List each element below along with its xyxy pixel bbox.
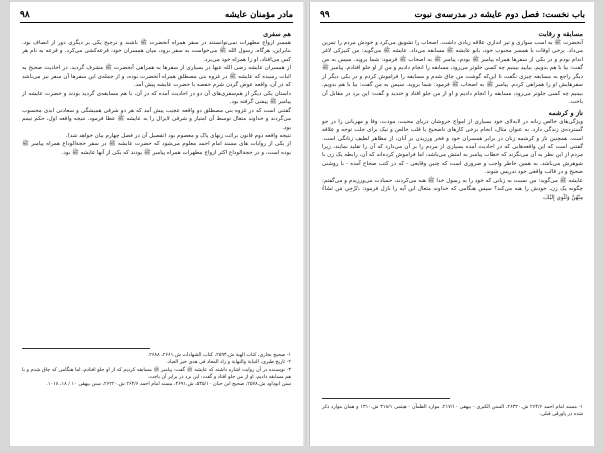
right-page-header [320,10,585,23]
left-footnote-2: ۲- تاریخ طبری، النبایة والنهایة و زاد المعاد فی هدی خیر العباد. [166,359,291,366]
left-footnote-1: ۱- صحیح بخاری، کتاب الهبة ش.۲۵۹۴، کتاب الشهادات ش.۲۶۶۱، ۲۶۸۸. [147,352,291,358]
right-section-2-paragraph-2: عایشه ﷺ می‌گوید: من نسبت به زنانی که خود را به رسول خدا ﷺ هبه می‌کردند، حسادت می‌ورزیدم و می‌گفتم: چگونه یک زن، خودش را هبه می‌کند؟ سپس هنگامی که خداوند متعال این آیه را نازل فرمود: ﴿تُرْجِي مَن تَشَاءُ مِنْهُنَّ وَتُئْوِي إِلَيْكَ﴾ [322,177,583,201]
left-paragraph-4: گفتنی است که در غزوه بنی مصطلق دو واقعه عجیب پیش آمد که هر دو شرقی همیشگی و سعادتی ابدی محسوب می‌گردند و خداوند متعال توسط آن امتیاز و شرقی لایزال را به عایشه ﷺ عطا فرمود. نتیجه واقعه اول، حکم تیمم بود. [22,107,291,131]
left-section-heading: هم سفری [263,30,291,38]
left-paragraph-1: همسر ازواج مطهرات نمی‌توانستند در سفر همراه آنحضرت ﷺ باشند و ترجیح یکی بر دیگری دور از انصاف بود. بنابراین، هرگاه، رسول الله ﷺ می‌خواست به سفر برود، میان همسران خود، قرعه‌کشی می‌کرد. و قرعه به نام هر کس می‌افتاد، او را همراه خود می‌برد. [22,40,291,63]
right-section-2-paragraph-1: ویژگی‌های خالص زنانه در لابه‌لای خود بسیاری از امواج خروشان دریای محبت، مودت، وفا و مهربانی را در جو گسترده‌ی زندگی دارد. به عنوان مثال، انجام برخی کارهای ناصحیح با قلب خالص و نیک برای جلب توجه و علاقه است. همچنین ناز و کرشمه زنان در برابر همسران خود و فخر ورزیدن بر آنان، از مظاهر لطیف زنانگی است. گفتنی است که این واقعه‌هایی که در احادیث آمده بسیاری از مردم را بر آن می‌دارد که آن را تقلید نمایند، زیرا مردم از این نظر به آن می‌نگرند که خطاب پیامبر به امتش می‌باشد، اما فراموش کرده‌اند که آن، رابطه یک زن با شوهرش می‌باشد. به همین خاطر واجب و ضروری است که چنین وقایعی - که در کتب صحاح آمده - با روشنی صحیح و در قالب واقعی خود تدریس شوند. [322,118,583,176]
left-page-number: ۹۸ [20,10,30,20]
left-paragraph-6: از یکی از روایات های مسند امام احمد معلوم می‌شود که حضرت عایشه ﷺ در سفر حجةالوداع همراه پیامبر ﷺ بوده است، و در حجةالوداع اکثر ازواج مطهرات همراه پیامبر ﷺ بودند که یکی از آنها عایشه ﷺ بود. [22,141,291,156]
left-paragraph-3: داستان یکی دیگر از هم‌سفری‌های آن دو در احادیث آمده که در آن، با هم مسابقه‌ی گردید بودند و حضرت عایشه از پیامبر ﷺ پیشی گرفته بود. [22,90,291,106]
left-footnote-4: سنن ابوداود ش.۲۵۷۸، صحیح ابن حبان ۵۴۵/۱۰، ش.۴۶۹۱، مسند امام احمد ۲۶۴/۶ ش.۲۶۲۲۰، سنن بیهقی ۱۰ / ۱۸، ۱۰۱۸. [46,381,291,388]
left-page-body [22,30,291,157]
left-running-title: مادر مؤمنان عایشه [224,10,293,20]
right-section-1-text: آنحضرت ﷺ به اسب سواری و تیر اندازی علاقه زیادی داشت. اصحاب را تشویق می‌کرد و خودش مردم را تمرین می‌داد. برخی اوقات با همسر محبوب خود، بانو عایشه ﷺ مسابقه می‌داد. عایشه ﷺ می‌گوید: من کنیزکی لاغر اندام بودم و در یکی از سفرها همراه پیامبر ﷺ بودم، پیامبر ﷺ به اصحاب ﷺ فرمود: شما بروید. سپس به من گفت: بیا با هم بدویم. بیایید ببینیم چه کسی جلوتر می‌رود، مسابقه را انجام دادیم و من از او جلو افتادم. پیامبر ﷺ دیگر راجع به مسابقه چیزی نگفت تا این‌که گوشت من چاق شدم و مسابقه را فراموش کردم و در یکی دیگر از سفرهایش او را همراهی کردم. پیامبر ﷺ به اصحاب ﷺ فرمود: شما بروید. سپس به من گفت: بیا با هم بدویم، ببینیم چه کسی جلوتر می‌رود، مسابقه را انجام دادیم و او از من جلو افتاد و خندید و گفت: این برد در مقابل آن باخت. [322,40,583,106]
right-footnote-1: ۱- مسند امام احمد ۲۶۴/۶ ش.۲۶۳۲۰، السنن الکبری - بیهقی ۲۱۷/۱۰، موارد الظمآن - هیثمی ۳۱۸/۱ ش.۱۳۱۰ و همان موارد ذکر شده در پاورقی قبلی. [322,404,583,418]
right-footnote-rule [322,398,450,399]
right-running-title: باب نخست: فصل دوم عایشه در مدرسه‌ی نبوت [414,10,585,20]
left-page-header [20,10,293,23]
left-page [10,2,303,446]
left-footnote-3: ۳- نویسنده در آن روایت اشاره داشته که عایشه ﷺ گفت: پیامبر ﷺ مسابقه کردیم که از او جلو افتادم، اما هنگامی که چاق شدم و با هم مسابقه دادیم، او از من جلو افتاد و گفت: این برد در برابر آن باخت. [22,366,291,380]
left-paragraph-2: از همسران عایشه رضی الله عنها در بسیاری از سفرها به همراهی آنحضرت ﷺ مشرف گردید. در احادیث صحیح به اثبات رسیده که عایشه ﷺ در غزوه بنی مصطلق همراه آنحضرت بوده، و از جمله‌ی این سفرها آن سفر نیز می‌باشد که در آن، واقعه عوض گردن شرم حفصه با حضرت عایشه پیش آمد. [22,65,291,89]
left-footnote-rule [22,348,150,349]
right-footnotes [322,404,583,419]
right-page [309,2,595,446]
left-footnotes [22,352,291,388]
right-section-heading-2: ناز و کرشمه [548,108,583,117]
right-section-heading-1: مسابقه و رقابت [538,30,583,38]
right-page-body [322,30,583,202]
book-spread [10,2,594,446]
right-page-number: ۹۹ [320,10,330,20]
left-paragraph-5: نتیجه واقعه دوم قانون برائت زنهای پاک و معصوم بود (تفصیل آن در فصل چهارم بیان خواهد شد). [65,132,291,139]
